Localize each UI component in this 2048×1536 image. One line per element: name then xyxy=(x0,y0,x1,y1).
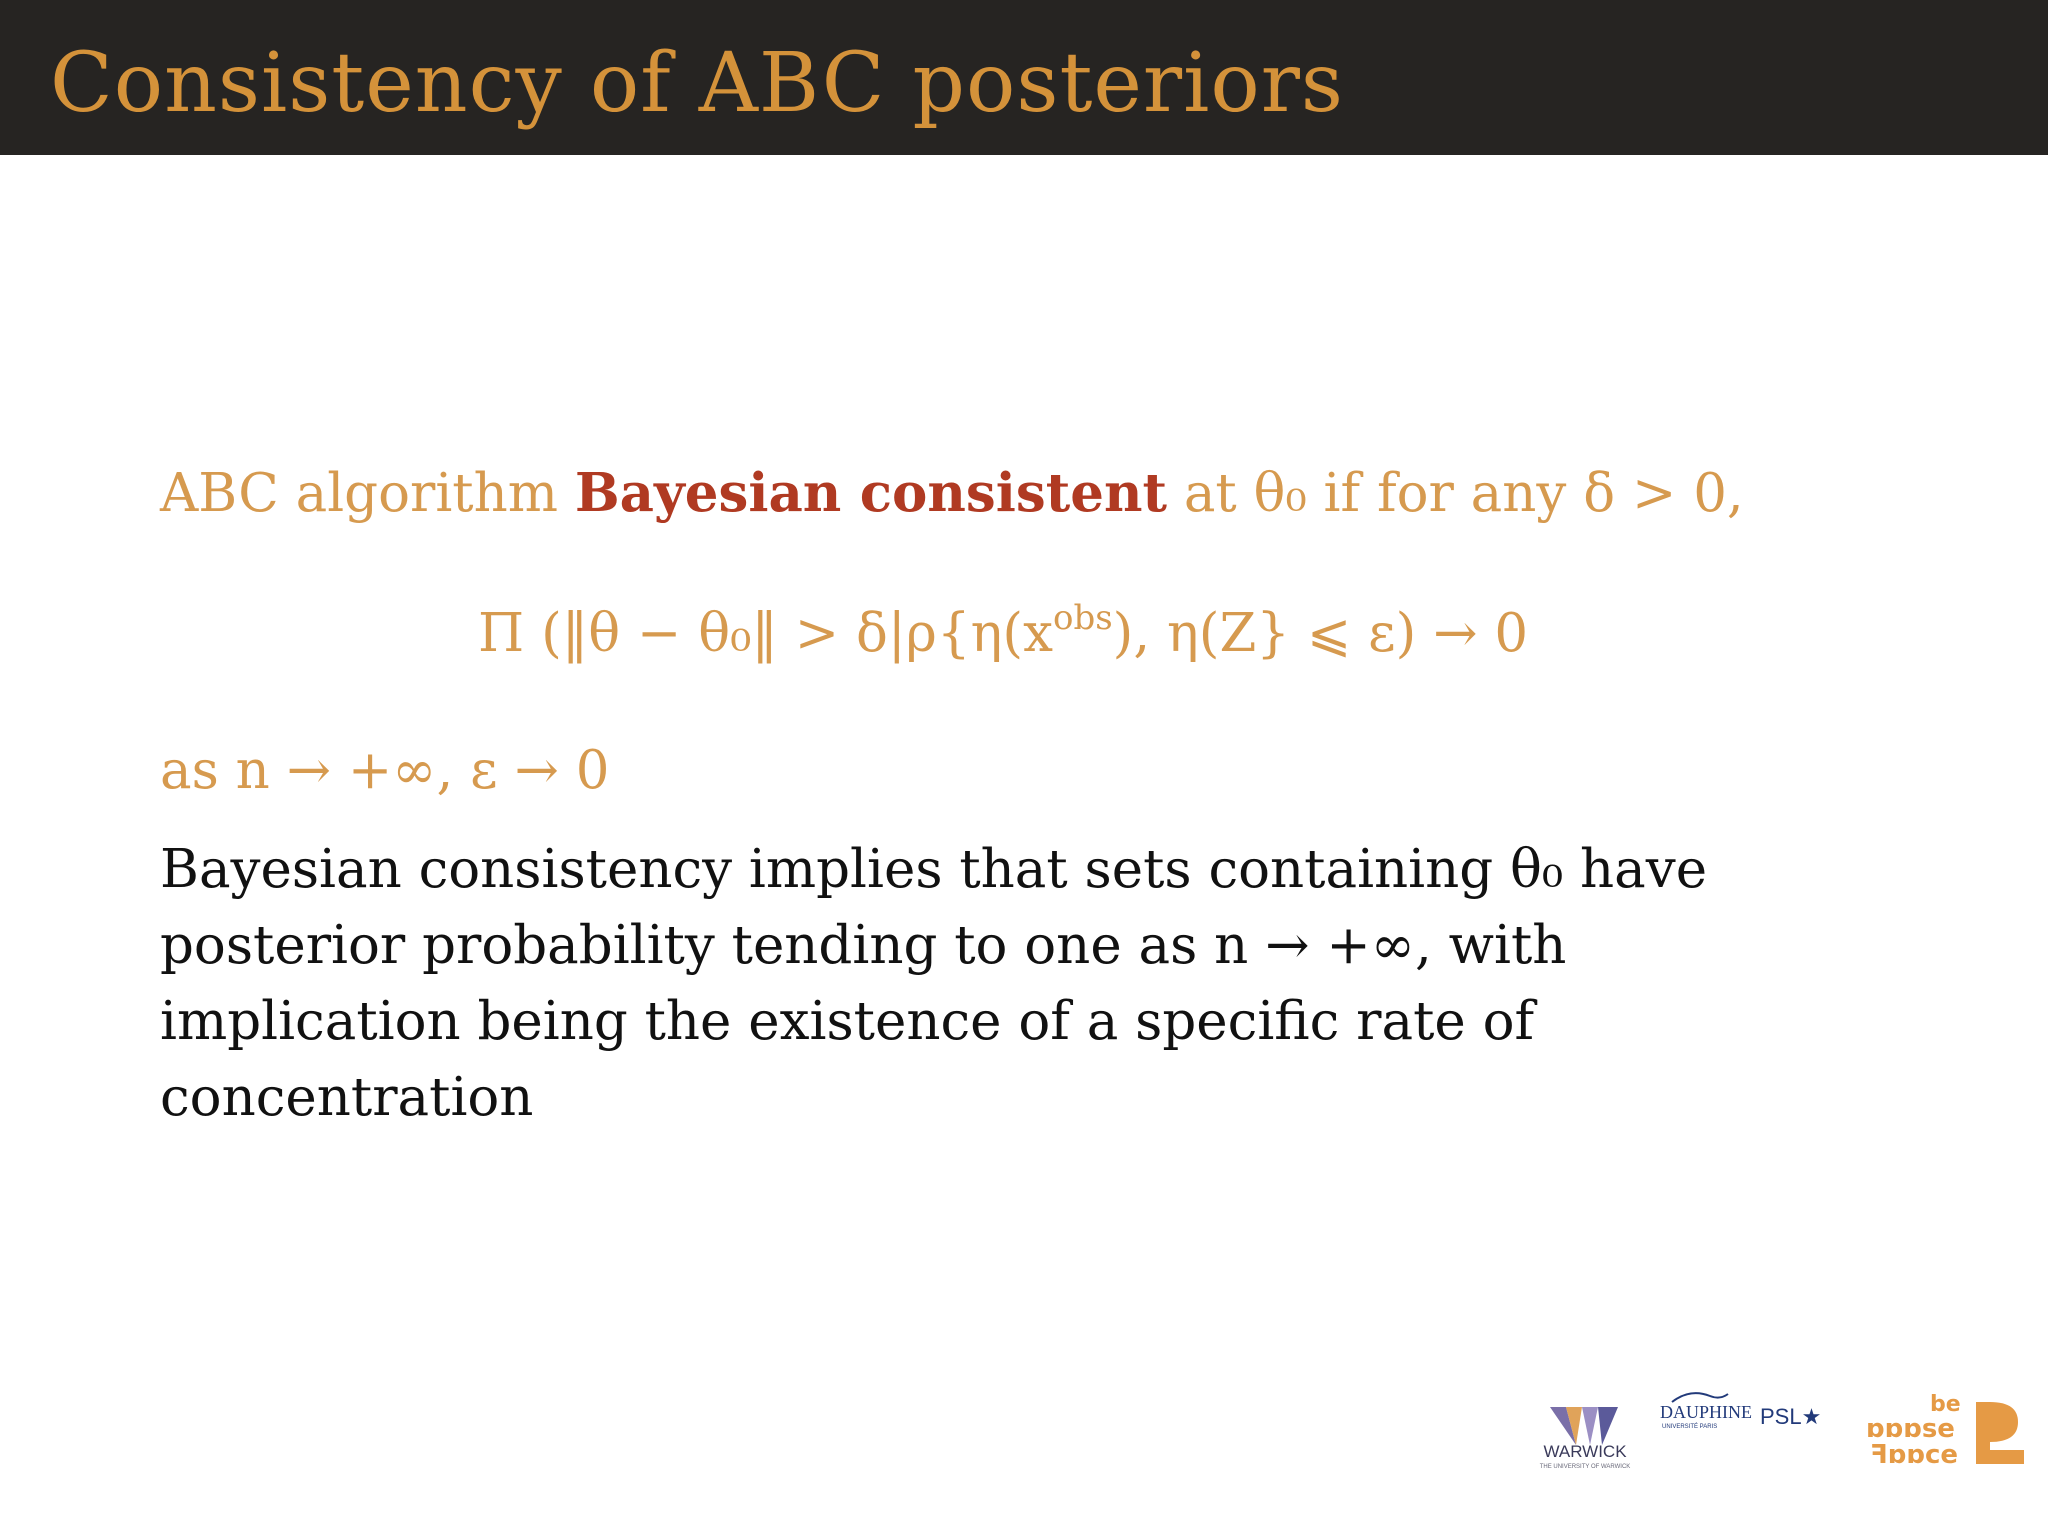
definition-suffix: at θ₀ if for any δ > 0, xyxy=(1166,463,1744,524)
dauphine-subtitle: UNIVERSITÉ PARIS xyxy=(1662,1424,1718,1430)
psl-label: PSL★ xyxy=(1760,1404,1822,1429)
explanation-paragraph: Bayesian consistency implies that sets containing θ₀ have posterior probability tending to one as n → +∞, with implication being the existence of a specific rate of concentration xyxy=(160,839,1708,1128)
definition-term: Bayesian consistent xyxy=(574,462,1167,524)
slide-title: Consistency of ABC posteriors xyxy=(50,36,1344,131)
warwick-name: WARWICK xyxy=(1543,1442,1627,1461)
formula-main: Π (‖θ − θ₀‖ > δ|ρ{η(x xyxy=(478,603,1053,664)
bayes-logo-line2: ɒɒɒse xyxy=(1866,1414,1955,1444)
warwick-subtitle: THE UNIVERSITY OF WARWICK xyxy=(1539,1464,1631,1470)
bayes-logo-line3: ꟻɒɒce xyxy=(1870,1440,1959,1470)
limit-condition: as n → +∞, ε → 0 xyxy=(160,740,610,801)
formula-tail: ), η(Z} ⩽ ε) → 0 xyxy=(1112,603,1529,664)
bayes-logo-line1: be xyxy=(1930,1392,1961,1417)
slide-header xyxy=(0,0,2048,155)
bayes-logo-icon xyxy=(1970,1392,2030,1472)
definition-prefix: ABC algorithm xyxy=(160,463,575,524)
definition-line xyxy=(160,462,1744,524)
formula-superscript: obs xyxy=(1052,598,1113,638)
dauphine-name: DAUPHINE xyxy=(1660,1402,1752,1422)
footer-logos xyxy=(1530,1390,2040,1530)
consistency-formula xyxy=(478,598,1528,664)
